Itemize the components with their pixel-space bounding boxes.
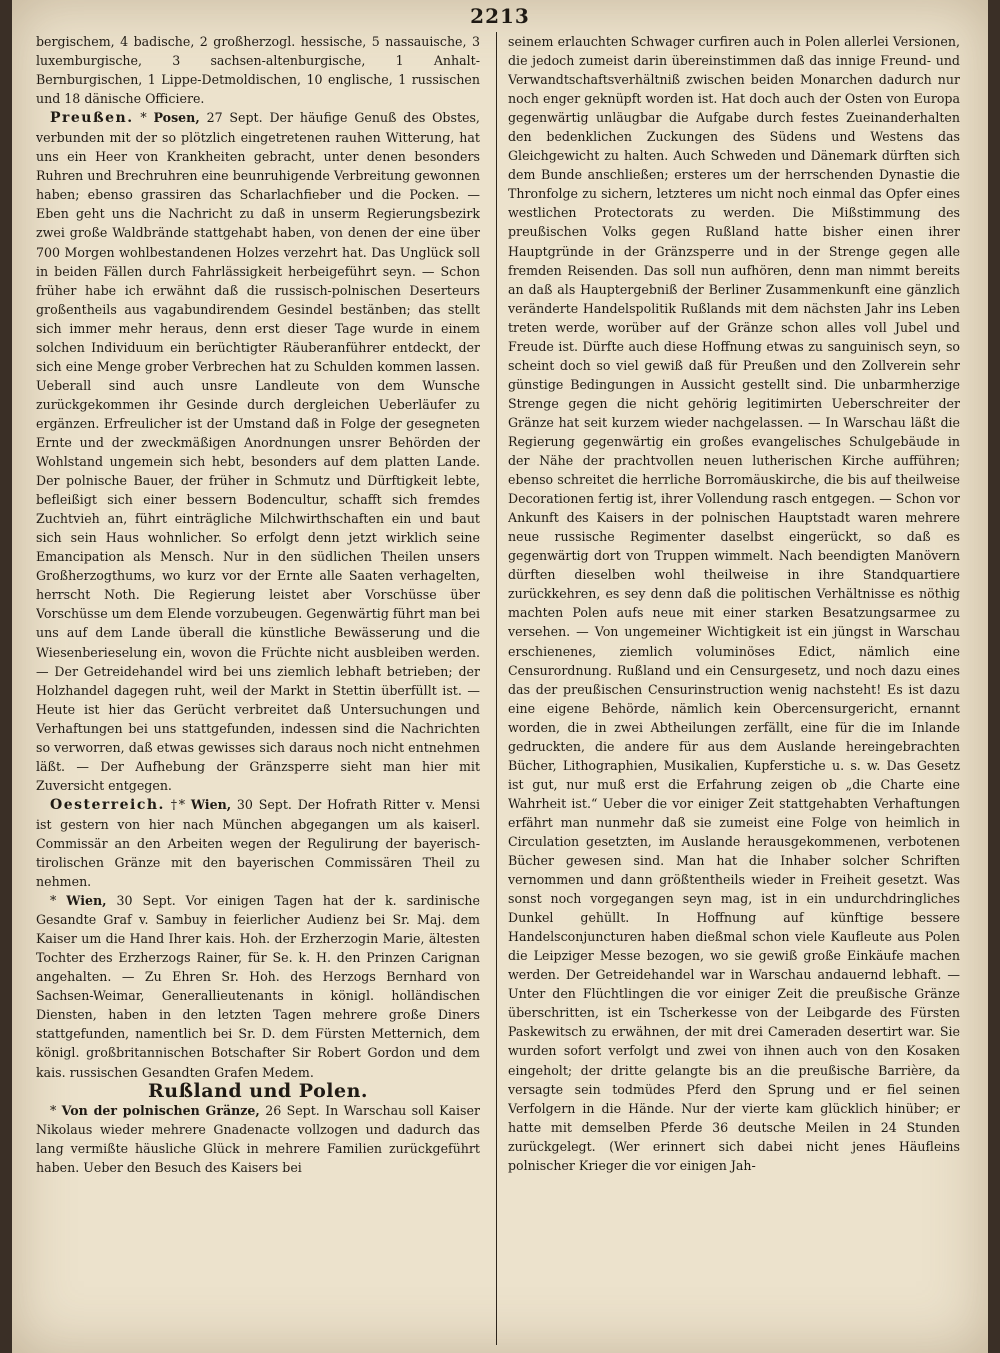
article-oesterreich	[36, 795, 480, 891]
marker-polen: *	[50, 1102, 57, 1118]
article-wien-2	[36, 891, 480, 1081]
country-heading-oesterreich: Oesterreich.	[50, 796, 165, 813]
article-text-polen-continued: seinem erlauchten Schwager curfiren auch in Polen allerlei Versionen, die jedoch zumeist darin übereinstimmen daß das innige Freund- und Verwandtschaftsverhältniß zwischen beiden Monarchen dadurch nur noch enger geknüpft worden ist. Hat doch auch der Osten von Europa gegenwärtig unläugbar die Aufgabe durch festes Zueinanderhalten den bedenklichen Zuckungen des Südens und Westens das Gleichgewicht zu halten. Auch Schweden und Dänemark dürften sich dem Bunde anschließen; ersteres um der herrschenden Dynastie die Thronfolge zu sichern, letzteres um nicht noch einmal das Opfer eines westlichen Protectorats zu werden. Die Mißstimmung des preußischen Volks gegen Rußland hatte bisher einen ihrer Hauptgründe in der Gränzsperre und in der Strenge gegen alle fremden Reisenden. Das soll nun aufhören, denn man nimmt bereits an daß als Hauptergebniß der Berliner Zusammenkunft eine gänzlich veränderte Handelspolitik Rußlands mit dem nächsten Jahr ins Leben treten werde, worüber auf der Gränze schon alles voll Jubel und Freude ist. Dürfte auch diese Hoffnung etwas zu sanguinisch seyn, so scheint doch so viel gewiß daß für Preußen und den Zollverein sehr günstige Bedingungen in Aussicht gestellt sind. Die unbarmherzige Strenge gegen die nicht gehörig legitimirten Ueberschreiter der Gränze hat seit kurzem wieder nachgelassen. — In Warschau läßt die Regierung gegenwärtig ein großes evangelisches Schulgebäude in der Nähe der prachtvollen neuen lutherischen Kirche aufführen; ebenso schreitet die herrliche Borromäuskirche, die bis auf theilweise Decorationen fertig ist, ihrer Vollendung rasch entgegen. — Schon vor Ankunft des Kaisers in der polnischen Hauptstadt waren mehrere neue russische Regimenter daselbst eingerückt, so daß es gegenwärtig dort von Truppen wimmelt. Nach beendigten Manövern dürften dieselben wohl theilweise in ihre Standquartiere zurückkehren, es sey denn daß die politischen Verhältnisse es nöthig machten Polen aufs neue mit einer starken Besatzungsarmee zu versehen. — Von ungemeiner Wichtigkeit ist ein jüngst in Warschau erschienenes, ziemlich voluminöses Edict, nämlich eine Censurordnung. Rußland und ein Censurgesetz, und noch dazu eines das der preußischen Censurinstruction wenig nachsteht! Es ist dazu eine eigene Behörde, nämlich kein Obercensurgericht, ernannt worden, die in zwei Abtheilungen zerfällt, eine für die im Inlande gedruckten, die andere für aus dem Auslande hereingebrachten Bücher, Lithographien, Musikalien, Kupferstiche u. s. w. Das Gesetz ist gut, nur muß erst die Erfahrung zeigen ob „die Charte eine Wahrheit ist.“ Ueber die vor einiger Zeit stattgehabten Verhaftungen erfährt man nunmehr daß sie zumeist eine Folge von heimlich in Circulation gesetzten, im Auslande herausgekommenen, verbotenen Bücher gewesen sind. Man hat die Inhaber solcher Schriften vernommen und dann größtentheils wieder in Freiheit gesetzt. Was sonst noch vorgegangen seyn mag, ist in ein undurchdringliches Dunkel gehüllt. In Hoffnung auf künftige bessere Handelsconjuncturen haben dießmal schon viele Kaufleute aus Polen die Leipziger Messe bezogen, wo sie gewiß große Einkäufe machen werden. Der Getreidehandel war in Warschau andauernd lebhaft. — Unter den Flüchtlingen die vor einiger Zeit die preußische Gränze überschritten, ist ein Tscherkesse von der Leibgarde des Fürsten Paskewitsch zu erwähnen, der mit drei Cameraden desertirt war. Sie wurden sofort verfolgt und zwei von ihnen auch von den Kosaken eingeholt; der dritte gelangte bis an die preußische Barrière, da versagte sein todmüdes Pferd den Sprung und er fiel seinen Verfolgern in die Hände. Nur der vierte kam glücklich hinüber; er hatte mit demselben Pferde 36 deutsche Meilen in 24 Stunden zurückgelegt. (Wer erinnert sich dabei nicht jenes Häufleins polnischer Krieger die vor einigen Jah-	[508, 34, 960, 1173]
article-preussen	[36, 108, 480, 795]
continued-paragraph: bergischem, 4 badische, 2 großherzogl. hessische, 5 nassauische, 3 luxemburgische, 3 sachsen-altenburgische, 1 Anhalt-Bernburgischen, 1 Lippe-Detmoldischen, 10 englische, 1 russischen und 18 dänische Officiere.	[36, 34, 480, 107]
dateline-place-wien: Wien,	[190, 796, 232, 812]
article-text-posen: Der häufige Genuß des Obstes, verbunden mit der so plötzlich eingetretenen rauhen Witterung, hat uns ein Heer von Krankheiten gebracht, unter denen besonders Ruhren und Brechruhren eine beunruhigende Verbreitung gewonnen haben; ebenso grassiren das Scharlachfieber und die Pocken. — Eben geht uns die Nachricht zu daß in unserm Regierungsbezirk zwei große Waldbrände stattgehabt haben, von denen der eine über 700 Morgen wohlbestandenen Holzes verzehrt hat. Das Unglück soll in beiden Fällen durch Fahrlässigkeit herbeigeführt seyn. — Schon früher habe ich erwähnt daß die russisch-polnischen Deserteurs großentheils aus vagabundirendem Gesindel bestänben; das stellt sich immer mehr heraus, denn erst dieser Tage wurde in einem solchen Individuum ein berüchtigter Räuberanführer entdeckt, der sich eine Menge grober Verbrechen hat zu Schulden kommen lassen. Ueberall sind auch unsre Landleute von dem Wunsche zurückgekommen ihr Gesinde durch dergleichen Ueberläufer zu ergänzen. Erfreulicher ist der Umstand daß in Folge der gesegneten Ernte und der zweckmäßigen Anordnungen unsrer Behörden der Wohlstand ungemein sich hebt, besonders auf dem platten Lande. Der polnische Bauer, der früher in Schmutz und Dürftigkeit lebte, befleißigt sich einer bessern Bodencultur, schafft sich fremdes Zuchtvieh an, führt einträgliche Milchwirthschaften ein und baut sich sein Haus wohnlicher. So erfolgt denn jetzt wirklich seine Emancipation als Mensch. Nur in den südlichen Theilen unsers Großherzogthums, wo kurz vor der Ernte alle Saaten verhagelten, herrscht Noth. Die Regierung leistet aber Vorschüsse über Vorschüsse um dem Elende vorzubeugen. Gegenwärtig führt man bei uns auf dem Lande überall die künstliche Bewässerung und die Wiesenberieselung ein, wovon die Früchte nicht ausbleiben werden. — Der Getreidehandel wird bei uns ziemlich lebhaft betrieben; der Holzhandel dagegen ruht, weil der Markt in Stettin überfüllt ist. — Heute ist hier das Gerücht verbreitet daß Untersuchungen und Verhaftungen bei uns stattgefunden, indessen sind die Nachrichten so verworren, daß etwas gewisses sich daraus noch nicht entnehmen läßt. — Der Aufhebung der Gränzsperre sieht man hier mit Zuversicht entgegen.	[36, 110, 480, 793]
article-polen	[36, 1101, 480, 1177]
dateline-date-polen: 26 Sept.	[265, 1102, 320, 1118]
right-column	[508, 32, 960, 1350]
dateline-date-wien: 30 Sept.	[236, 796, 292, 812]
section-heading-russland-polen: Rußland und Polen.	[148, 1079, 368, 1102]
marker-wien-2: *	[50, 893, 57, 909]
dateline-place-polen: Von der polnischen Gränze,	[61, 1102, 260, 1118]
dateline-place-posen: Posen,	[153, 110, 200, 126]
column-divider	[496, 32, 497, 1345]
dateline-date-posen: 27 Sept.	[206, 110, 263, 126]
newspaper-page	[12, 0, 988, 1353]
dateline-place-wien-2: Wien,	[66, 893, 107, 909]
marker-preussen: *	[140, 110, 147, 126]
left-column	[36, 32, 480, 1350]
article-text-wien-2: Vor einigen Tagen hat der k. sardinische Gesandte Graf v. Sambuy in feierlicher Audienz bei Sr. Maj. dem Kaiser um die Hand Ihrer kais. Hoh. der Erzherzogin Marie, ältesten Tochter des Erzherzogs Rainer, für Se. k. H. den Prinzen Carignan angehalten. — Zu Ehren Sr. Hoh. des Herzogs Bernhard von Sachsen-Weimar, Generallieutenants in königl. holländischen Diensten, haben in den letzten Tagen mehrere große Diners stattgefunden, namentlich bei Sr. D. dem Fürsten Metternich, dem königl. großbritannischen Botschafter Sir Robert Gordon und dem kais. russischen Gesandten Grafen Medem.	[36, 893, 480, 1080]
article-text-wien: Der Hofrath Ritter v. Mensi ist gestern von hier nach München abgegangen um als kaiserl. Commissär an den Arbeiten wegen der Regulirung der bayerisch-tirolischen Gränze mit den bayerischen Commissären Theil zu nehmen.	[36, 796, 480, 890]
country-heading-preussen: Preußen.	[50, 110, 134, 127]
page-number: 2213	[470, 4, 530, 28]
marker-oesterreich: †*	[170, 796, 186, 812]
article-text-polen: In Warschau soll Kaiser Nikolaus wieder mehrere Gnadenacte vollzogen und dadurch das lang vermißte häusliche Glück in mehrere Familien zurückgeführt haben. Ueber den Besuch des Kaisers bei	[36, 1102, 480, 1175]
dateline-date-wien-2: 30 Sept.	[116, 893, 176, 909]
